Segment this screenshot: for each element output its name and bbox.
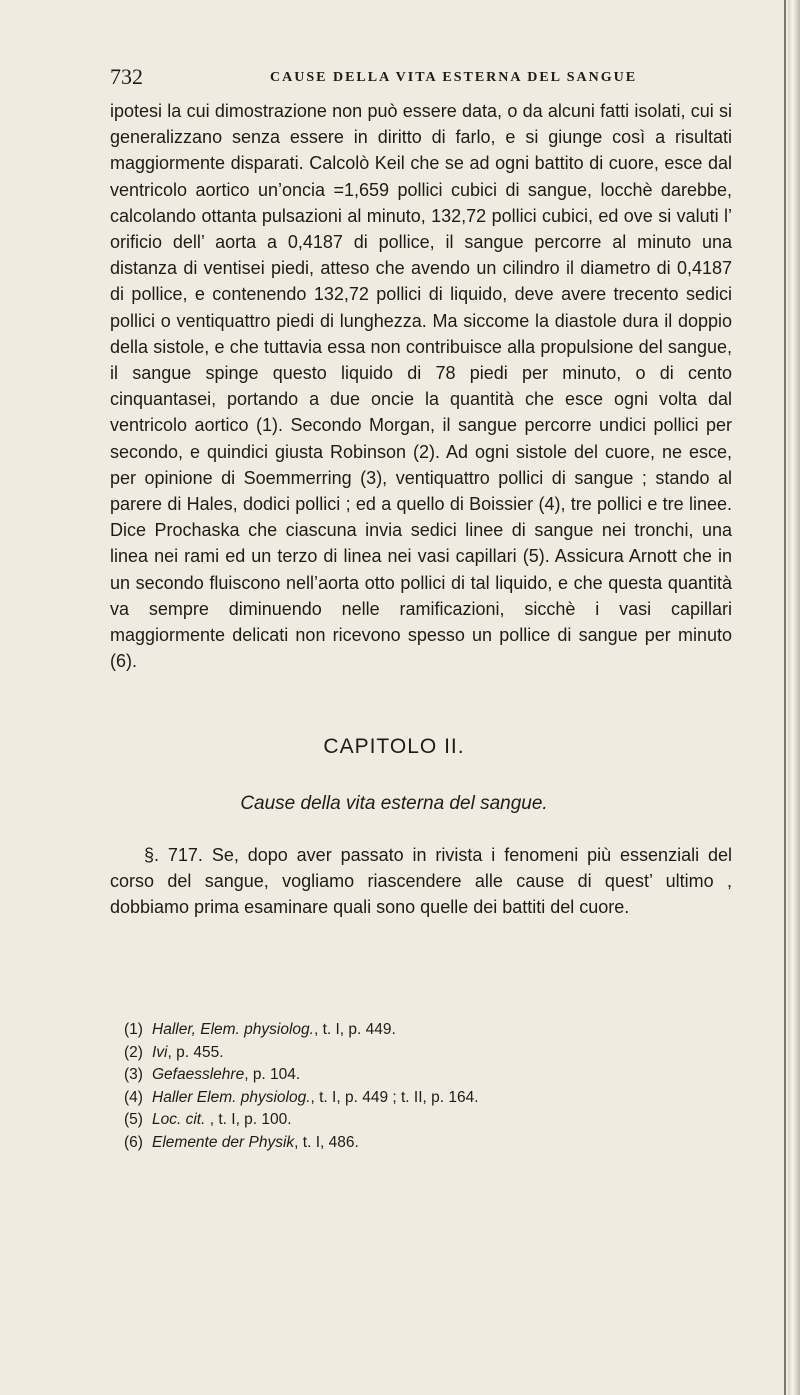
footnote-number: (4) <box>124 1088 143 1106</box>
footnote-ref: , t. I, p. 449. <box>313 1021 396 1038</box>
footnote-source: Gefaesslehre <box>152 1066 245 1083</box>
footnote-ref: , p. 104. <box>244 1066 301 1083</box>
footnote-number: (5) <box>124 1111 143 1128</box>
footnote-number: (2) <box>124 1043 143 1061</box>
running-head: CAUSE DELLA VITA ESTERNA DEL SANGUE <box>270 70 638 85</box>
footnote-item <box>124 1064 684 1087</box>
body-paragraph: ipotesi la cui dimostrazione non può essere data, o da alcuni fatti isolati, cui si generalizzano senza essere in diritto di farlo, e si giunge così a risultati maggiormente disparati. Calcolò Keil che se ad ogni battito di cuore, esce dal ventricolo aortico un’oncia =1,659 pollici cubici di sangue, locchè darebbe, calcolando ottanta pulsazioni al minuto, 132,72 pollici cubici, ed ove si valuti l’ orificio dell’ aorta a 0,4187 di pollice, il sangue percorre al minuto una distanza di ventisei piedi, atteso che avendo un cilindro il diametro di 0,4187 di pollice, e contenendo 132,72 pollici di liquido, deve avere trecento sedici pollici o ventiquattro piedi di lunghezza. Ma siccome la diastole dura il doppio della sistole, e che tuttavia essa non contribuisce alla propulsione del sangue, il sangue spinge questo liquido di 78 piedi per minuto, o di cento cinquantasei, portando a due oncie la quantità che esce ogni volta dal ventricolo aortico (1). Secondo Morgan, il sangue percorre undici pollici per secondo, e quindici giusta Robinson (2). Ad ogni sistole del cuore, ne esce, per opinione di Soemmerring (3), ventiquattro pollici di sangue ; stando al parere di Hales, dodici pollici ; ed a quello di Boissier (4), tre pollici e tre linee. Dice Prochaska che ciascuna invia sedici linee di sangue nei tronchi, una linea nei rami ed un terzo di linea nei vasi capillari (5). Assicura Arnott che in un secondo fluiscono nell’aorta otto pollici di tal liquido, e che questa quantità va sempre diminuendo nelle ramificazioni, sicchè i vasi capillari maggiormente delicati non ricevono spesso un pollice di sangue per minuto (6). <box>110 101 732 672</box>
footnote-source: Elemente der Physik <box>152 1133 295 1151</box>
footnote-ref: , t. I, p. 449 ; t. II, p. 164. <box>310 1088 479 1106</box>
footnote-item <box>124 1109 684 1132</box>
footnote-item <box>124 1132 684 1155</box>
footnote-number: (3) <box>124 1066 143 1083</box>
footnote-source: Haller, Elem. physiolog. <box>152 1021 314 1038</box>
page-edge <box>788 0 800 1395</box>
footnote-source: Loc. cit. <box>152 1111 206 1128</box>
footnotes-list <box>124 1019 684 1154</box>
section-paragraph: §. 717. Se, dopo aver passato in rivista i fenomeni più essenziali del corso del sangue, vogliamo riascendere alle cause di quest’ ultimo , dobbiamo prima esaminare quali sono quelle dei battiti del cuore. <box>110 845 732 917</box>
footnote-item <box>124 1087 684 1110</box>
footnote-ref: , p. 455. <box>167 1043 224 1061</box>
chapter-title: CAPITOLO II. <box>323 735 465 758</box>
chapter-subtitle: Cause della vita esterna del sangue. <box>240 793 548 814</box>
footnote-item <box>124 1042 684 1065</box>
footnote-ref: , t. I, p. 100. <box>205 1111 292 1128</box>
footnote-number: (1) <box>124 1021 143 1038</box>
footnote-source: Haller Elem. physiolog. <box>152 1088 311 1106</box>
footnote-item <box>124 1019 684 1042</box>
binding-shadow-line <box>784 0 786 1395</box>
footnote-number: (6) <box>124 1133 143 1151</box>
footnote-ref: , t. I, 486. <box>294 1133 359 1151</box>
page-number: 732 <box>110 64 143 89</box>
page-header <box>110 64 746 90</box>
footnote-source: Ivi <box>152 1043 168 1061</box>
